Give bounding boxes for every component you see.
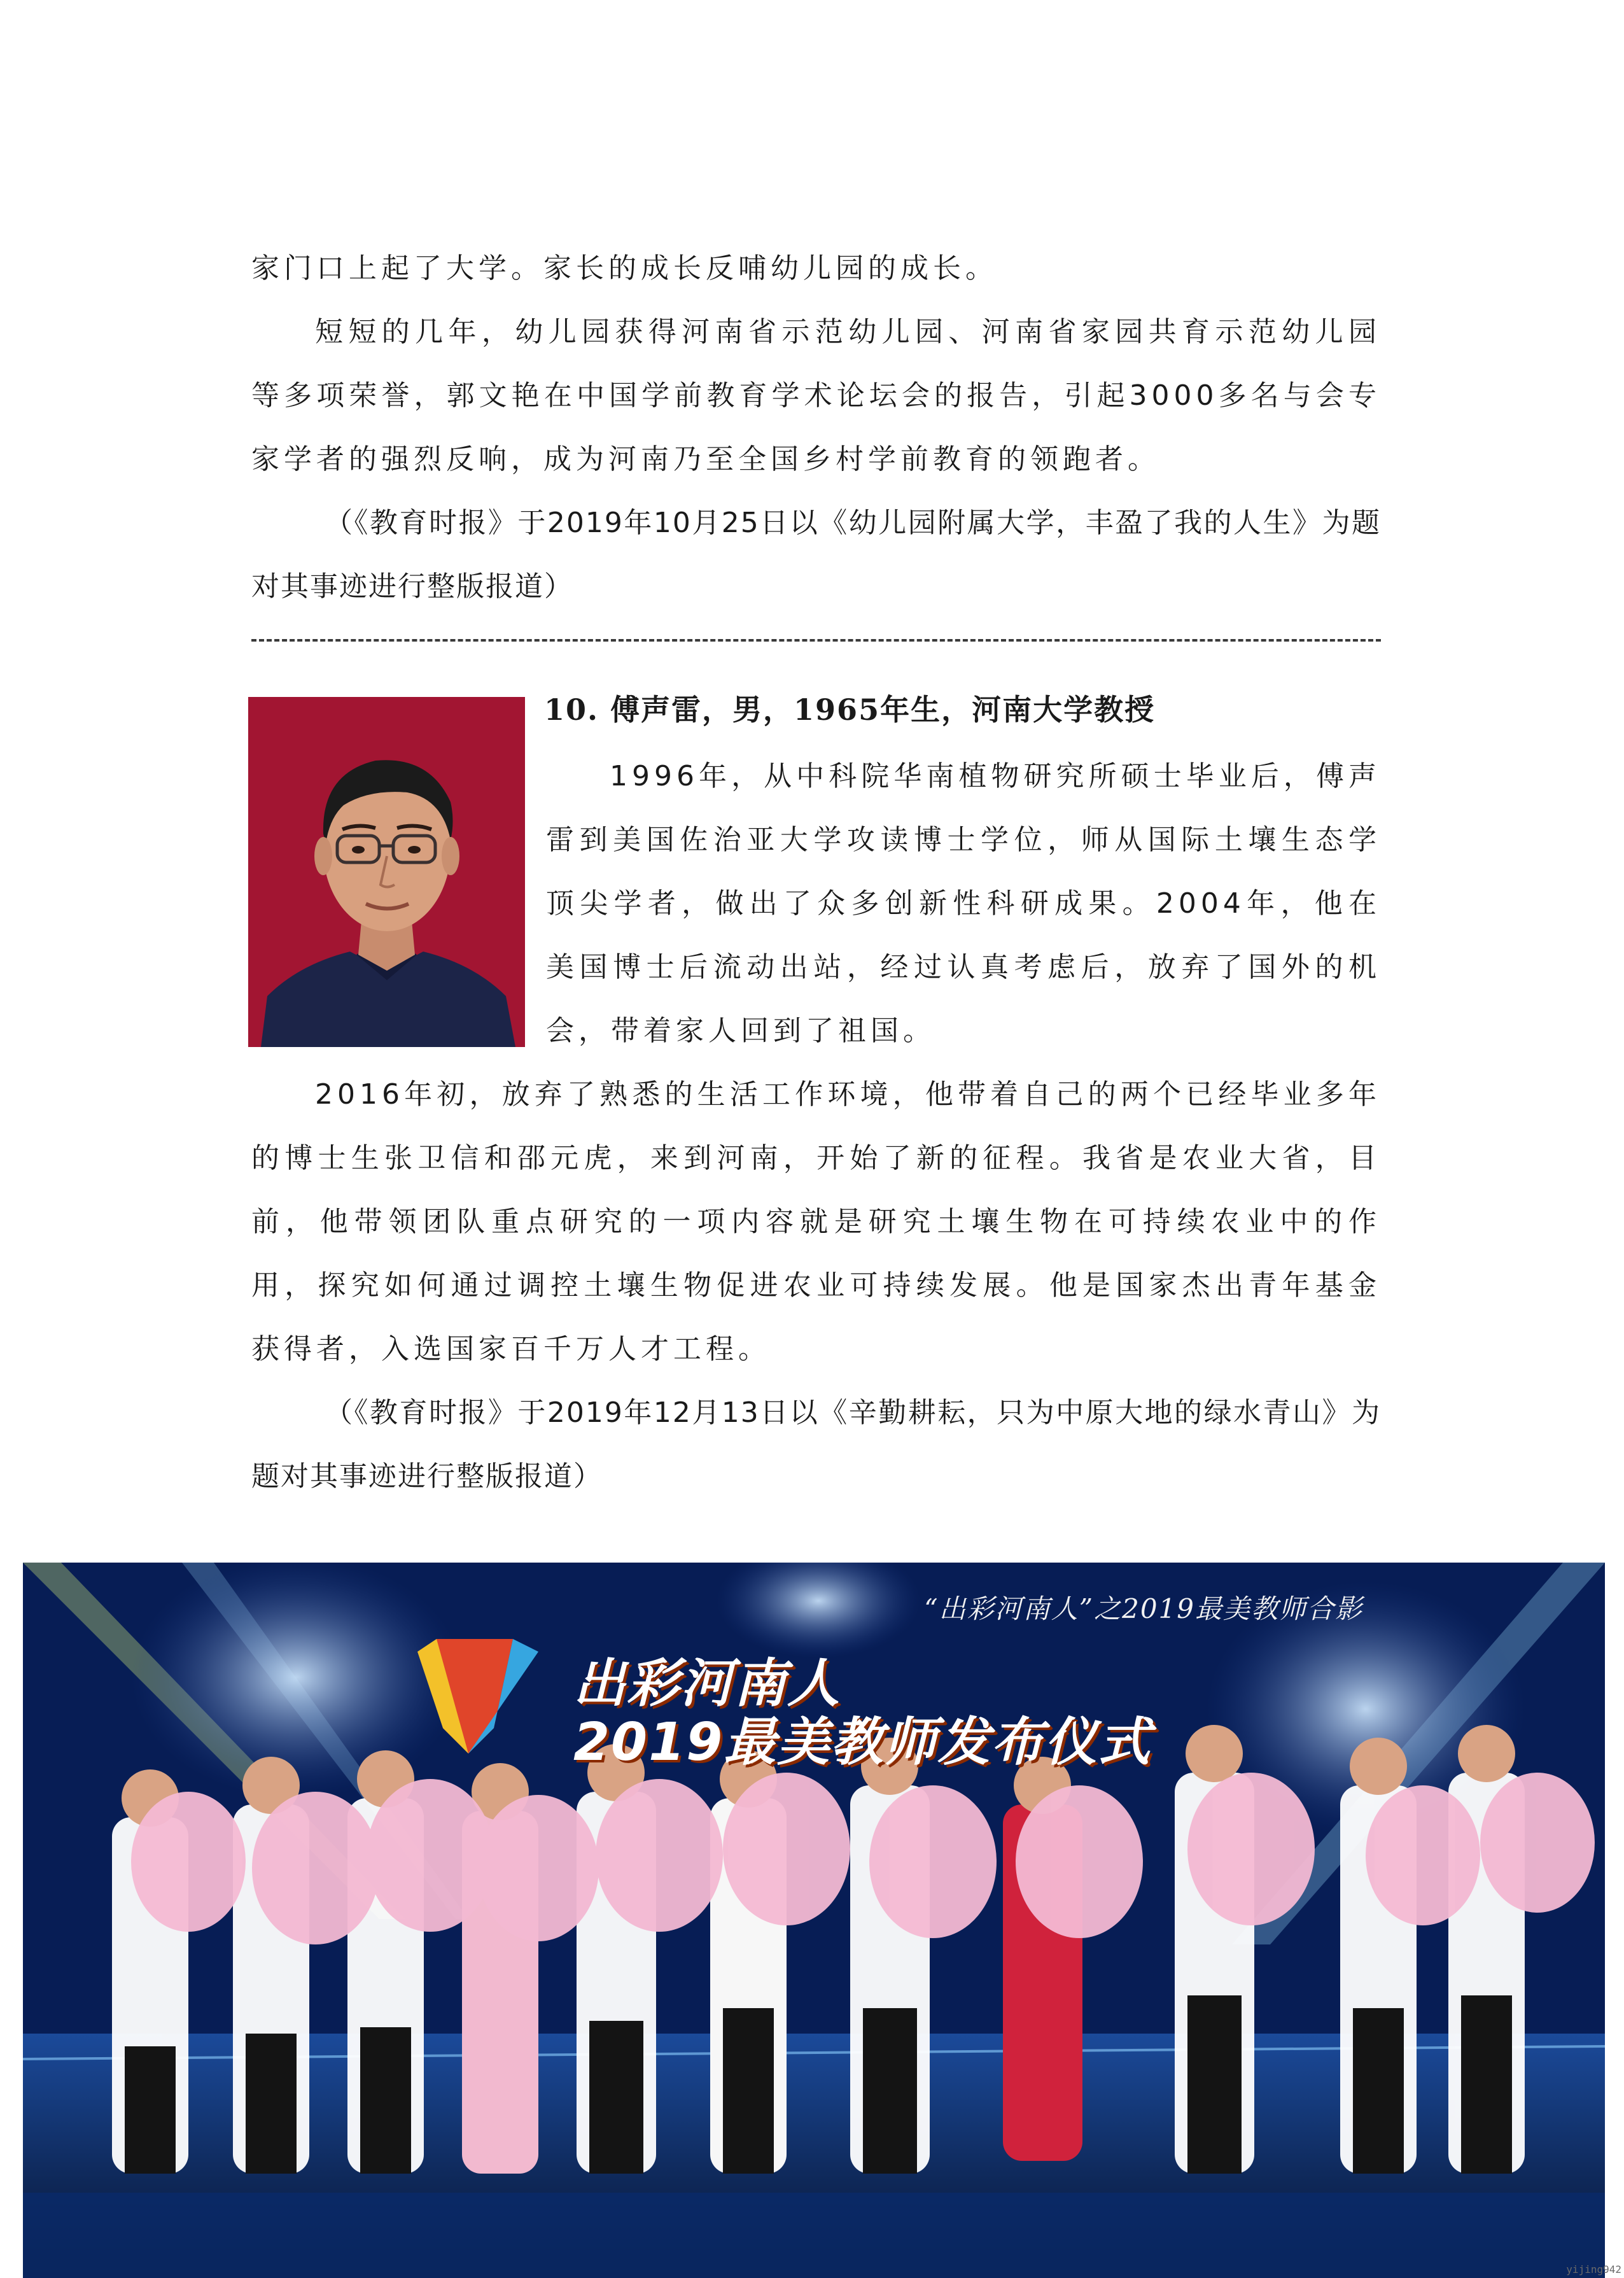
watermark: yijing942 — [1566, 2263, 1621, 2275]
profile-intro: 1996年，从中科院华南植物研究所硕士毕业后，傅声雷到美国佐治亚大学攻读博士学位，师从国际土壤生态学顶尖学者，做出了众多创新性科研成果。2004年，他在美国博士后流动出站，经过认真考虑后，放弃了国外的机会，带着家人回到了祖国。 — [546, 760, 1381, 1047]
paragraph-continuation: 家门口上起了大学。家长的成长反哺幼儿园的成长。 — [251, 252, 998, 285]
dashed-divider — [251, 639, 1381, 642]
portrait-photo — [248, 697, 525, 1047]
stage-title-line1: 出彩河南人 — [573, 1654, 841, 1714]
paragraph-source-2: （《教育时报》于2019年12月13日以《辛勤耕耘，只为中原大地的绿水青山》为题对其事迹进行整版报道） — [251, 1396, 1381, 1493]
photo-caption: “出彩河南人”之2019最美教师合影 — [924, 1593, 1363, 1624]
stage-title — [573, 1655, 1151, 1772]
profile-heading: 10. 傅声雷，男，1965年生，河南大学教授 — [544, 693, 1156, 727]
profile-body: 2016年初，放弃了熟悉的生活工作环境，他带着自己的两个已经毕业多年的博士生张卫信和邵元虎，来到河南，开始了新的征程。我省是农业大省，目前，他带领团队重点研究的一项内容就是研究土壤生物在可持续农业中的作用，探究如何通过调控土壤生物促进农业可持续发展。他是国家杰出青年基金获得者，入选国家百千万人才工程。 — [251, 1078, 1381, 1365]
portrait-illustration — [248, 697, 525, 1047]
paragraph-honors: 短短的几年，幼儿园获得河南省示范幼儿园、河南省家园共育示范幼儿园等多项荣誉，郭文艳在中国学前教育学术论坛会的报告，引起3000多名与会专家学者的强烈反响，成为河南乃至全国乡村学前教育的领跑者。 — [251, 316, 1381, 475]
stage-title-line2: 2019最美教师发布仪式 — [573, 1712, 1152, 1773]
paragraph-source-1: （《教育时报》于2019年10月25日以《幼儿园附属大学，丰盈了我的人生》为题对其事迹进行整版报道） — [251, 507, 1381, 603]
group-photo — [23, 1563, 1605, 2278]
